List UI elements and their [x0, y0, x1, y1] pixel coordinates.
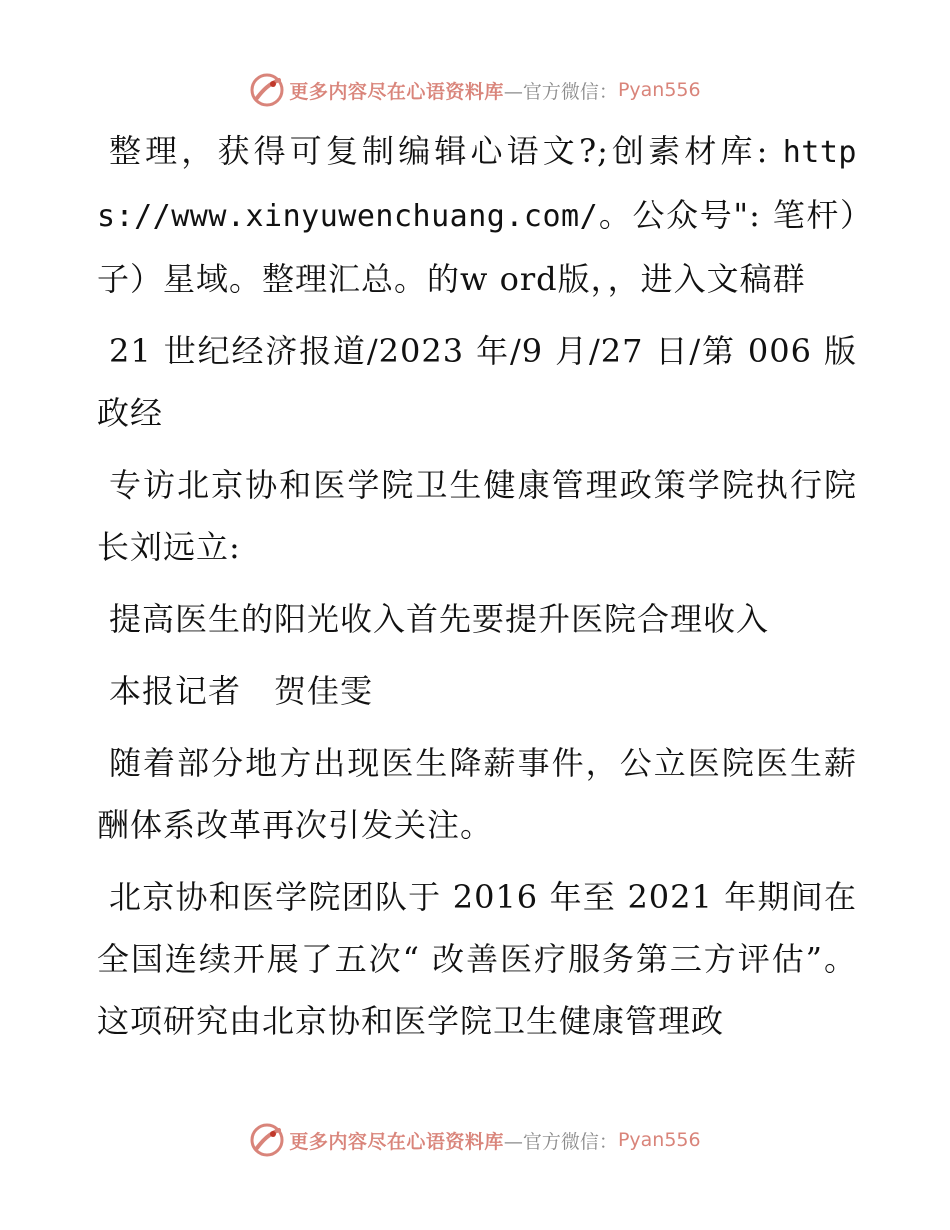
paragraph-source: [97, 320, 857, 444]
paragraph-headline: [97, 588, 857, 650]
banner-sub-text: —官方微信：: [503, 1130, 618, 1153]
document-body: [97, 120, 857, 1062]
paragraph-intro: [97, 120, 857, 310]
banner-wechat-id: Pyan556: [617, 1129, 701, 1151]
body-1-text: 随着部分地方出现医生降薪事件，公立医院医生薪酬体系改革再次引发关注。: [97, 744, 857, 844]
footer-banner: [0, 1120, 950, 1160]
logo-icon: [249, 72, 285, 108]
banner-sub-text: —官方微信：: [503, 80, 618, 103]
intro-rest-text: 。公众号": 笔杆）子）星域。整理汇总。的w ord版，，进入文稿群: [97, 196, 857, 298]
banner-main-text: 更多内容尽在心语资料库: [289, 1130, 504, 1153]
paragraph-byline: [97, 660, 857, 722]
paragraph-body-2: [97, 866, 857, 1052]
intro-link[interactable]: https://www.xinyuwenchuang.com/: [97, 135, 857, 234]
intro-text: 整理，获得可复制编辑心语文?;创素材库:: [109, 132, 783, 170]
byline-text: 本报记者 贺佳雯: [109, 672, 374, 710]
paragraph-interview-title: [97, 454, 857, 578]
paragraph-body-1: [97, 732, 857, 856]
logo-icon: [249, 1122, 285, 1158]
headline-text: 提高医生的阳光收入首先要提升医院合理收入: [109, 600, 770, 638]
banner-main-text: 更多内容尽在心语资料库: [289, 80, 504, 103]
header-banner: [0, 70, 950, 110]
interview-title-text: 专访北京协和医学院卫生健康管理政策学院执行院长刘远立:: [97, 466, 857, 566]
source-text: 21 世纪经济报道/2023 年/9 月/27 日/第 006 版政经: [97, 332, 857, 432]
body-2-text: 北京协和医学院团队于 2016 年至 2021 年期间在全国连续开展了五次“ 改善医疗服务第三方评估”。这项研究由北京协和医学院卫生健康管理政: [97, 878, 857, 1040]
banner-wechat-id: Pyan556: [617, 79, 701, 101]
